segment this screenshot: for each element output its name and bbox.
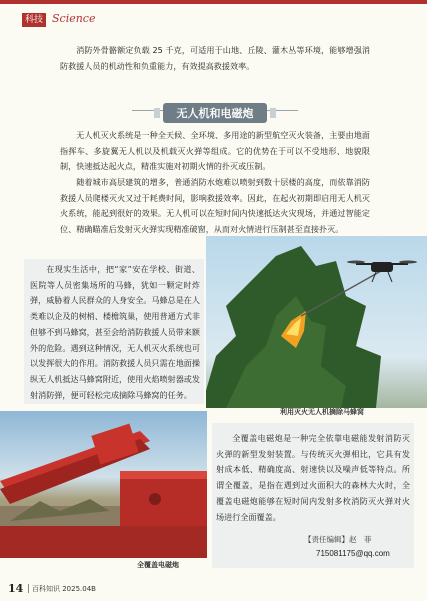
- footer-separator: [28, 584, 29, 593]
- header-bar: [0, 0, 427, 4]
- cannon-icon: [0, 424, 207, 558]
- cannon-photo: [0, 411, 207, 558]
- caption-cannon-photo: 全覆盖电磁炮: [137, 560, 179, 569]
- drone-icon: [347, 261, 417, 283]
- footer-magazine: 百科知识 2025.04B: [32, 585, 96, 593]
- paragraph-hornet-nest: 在现实生活中，把“家”安在学校、街道、医院等人员密集场所的马蜂，犹如一颗定时炸弹，威胁着人民群众的人身安全。马蜂总是在人类难以企及的树梢、楼檐筑巢，使用普通方式非但够不到马蜂窝，甚至会给消防救援人员带来额外的危险。遇到这种情况，无人机灭火系统也可以发挥很大的作用。消防救援人员只需在地面操纵无人机抵达马蜂窝附近，使用火焰喷射器或发射消防弹，便可轻松完成摘除马蜂窝的任务。: [30, 264, 200, 400]
- drone-photo: [206, 236, 427, 408]
- section-tag: 科技: [22, 13, 46, 27]
- paragraph-cannon: 全覆盖电磁炮是一种完全依靠电磁能发射消防灭火弹的新型发射装置。与传统灭火弹相比，它具有发射成本低、精确度高、射速快以及噪声低等特点。所谓全覆盖，是指在遇到过火面积大的森林大火时，全覆盖电磁炮能够在短时间内发射多枚消防灭火弹对火场进行全面覆盖。: [216, 433, 410, 522]
- caption-drone-photo: 利用灭火无人机摘除马蜂窝: [280, 407, 364, 416]
- editor-label: 【责任编辑】赵 菲: [304, 535, 372, 544]
- section-title-text: 无人机和电磁炮: [176, 107, 254, 120]
- section-tag-en: Science: [52, 12, 96, 25]
- editor-email: 715081175@qq.com: [316, 549, 390, 558]
- section-title: [163, 103, 267, 123]
- paragraph-drone-intro: 无人机灭火系统是一种全天候、全环境、多用途的新型航空灭火装备，主要由地面指挥车、多旋翼无人机以及机载灭火弹等组成。它的优势在于可以不受地形、地貌限制，快速抵达起火点，精准实施对初期火情的扑灭或压制。: [60, 130, 370, 172]
- paragraph-drone-highrise: 随着城市高层建筑的增多，普通消防水炮难以喷射到数十层楼的高度，而依靠消防救援人员爬楼灭火又过于耗费时间，影响救援效率。因此，在起火初期即启用无人机灭火系统，能起到很好的效果。无人机可以在短时间内快速抵达火灾现场，并通过智能定位、精确瞄准后发射灭火弹实现精准破窗，从而对火情进行压制甚至直接扑灭。: [60, 177, 370, 235]
- page-number: 14: [8, 582, 24, 595]
- paragraph-exoskeleton: 消防外骨骼额定负载 25 千克，可适用于山地、丘陵、灌木丛等环境，能够增强消防救援人员的机动性和负重能力，有效提高救援效率。: [60, 45, 370, 71]
